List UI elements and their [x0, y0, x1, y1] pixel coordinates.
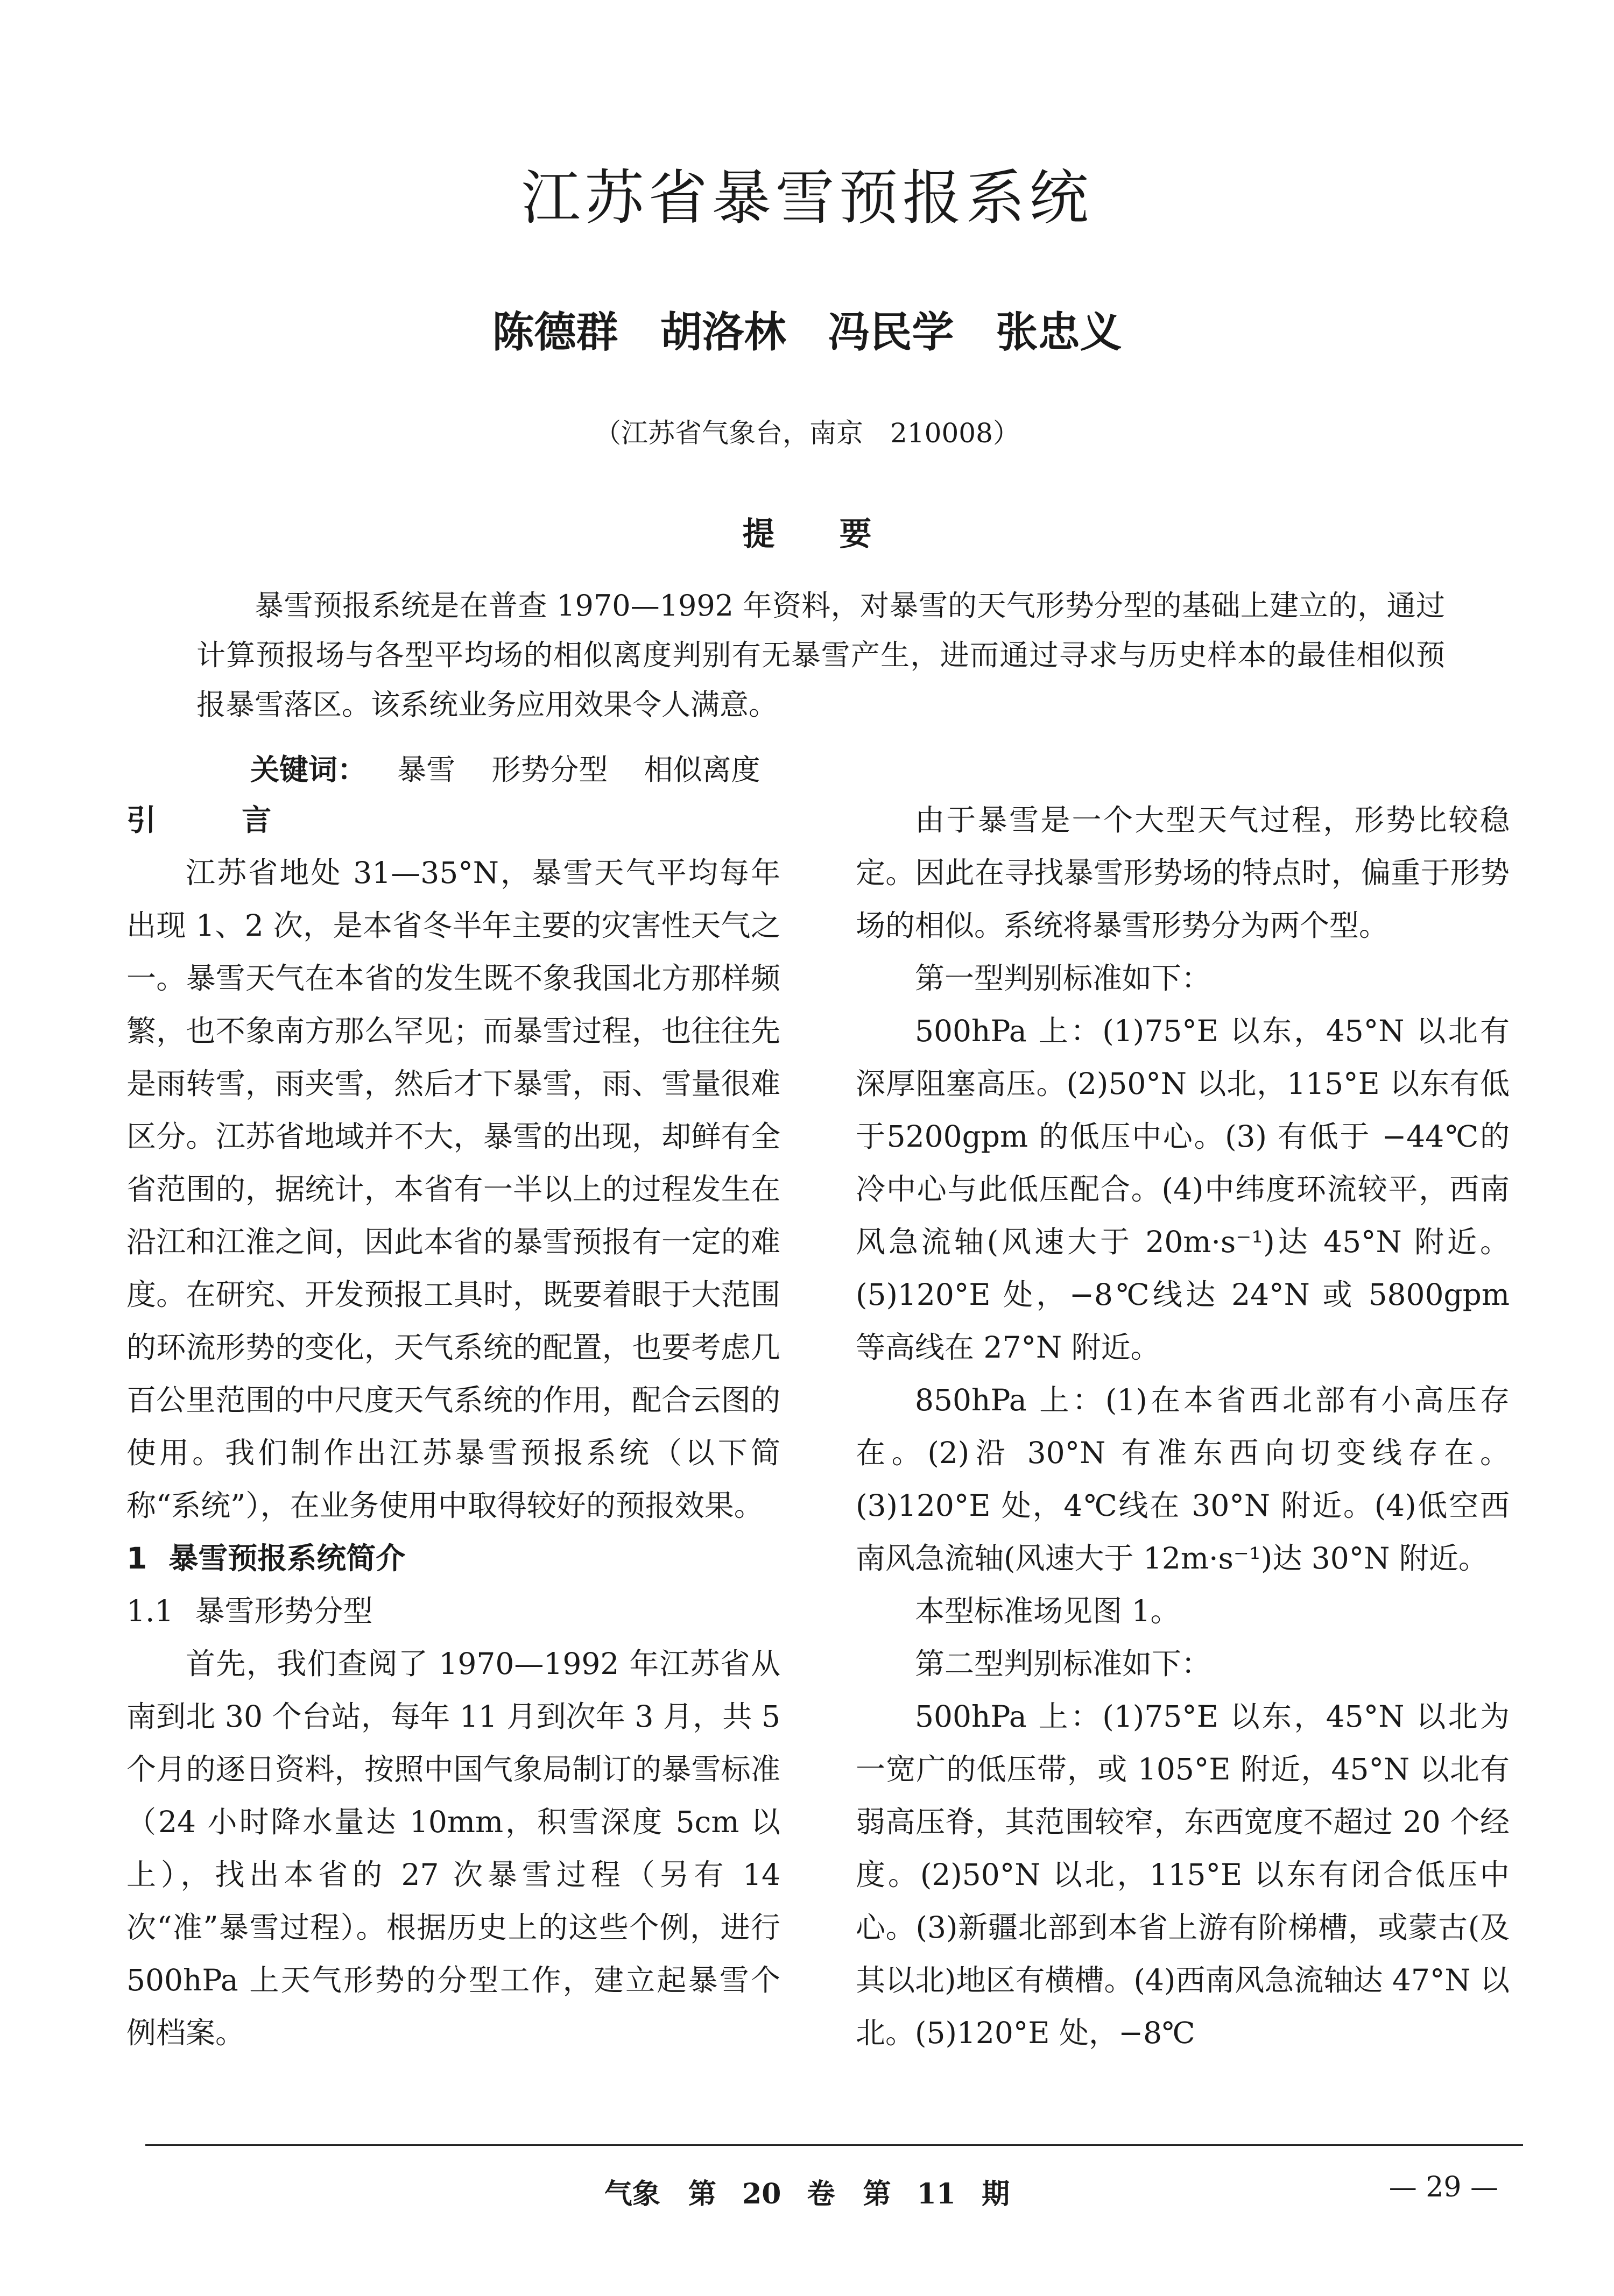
paragraph: 850hPa 上：(1)在本省西北部有小高压存在。(2)沿 30°N 有准东西向切变线存在。(3)120°E 处，4℃线在 30°N 附近。(4)低空西南风急流轴(风速大于 12m·s⁻¹)达 30°N 附近。 — [856, 1383, 1510, 1576]
keyword: 暴雪 — [397, 753, 456, 787]
paragraph: 本型标准场见图 1。 — [915, 1594, 1180, 1628]
abstract-text: 暴雪预报系统是在普查 1970—1992 年资料，对暴雪的天气形势分型的基础上建立的，通过计算预报场与各型平均场的相似离度判别有无暴雪产生，进而通过寻求与历史样本的最佳相似预报暴雪落区。该系统业务应用效果令人满意。 — [196, 589, 1445, 722]
keyword: 形势分型 — [491, 753, 608, 787]
intro-paragraph: 江苏省地处 31—35°N，暴雪天气平均每年出现 1、2 次，是本省冬半年主要的灾害性天气之一。暴雪天气在本省的发生既不象我国北方那样频繁，也不象南方那么罕见；而暴雪过程，也往往先是雨转雪，雨夹雪，然后才下暴雪，雨、雪量很难区分。江苏省地域并不大，暴雪的出现，却鲜有全省范围的，据统计，本省有一半以上的过程发生在沿江和江淮之间，因此本省的暴雪预报有一定的难度。在研究、开发预报工具时，既要着眼于大范围的环流形势的变化，天气系统的配置，也要考虑几百公里范围的中尺度天气系统的作用，配合云图的使用。我们制作出江苏暴雪预报系统（以下简称“系统”），在业务使用中取得较好的预报效果。 — [126, 856, 780, 1523]
paper-title: 江苏省暴雪预报系统 — [521, 164, 1093, 232]
author-list: 陈德群 胡洛林 冯民学 张忠义 — [492, 308, 1122, 357]
section-title: 暴雪预报系统简介 — [168, 1541, 406, 1576]
section-number: 1.1 — [126, 1594, 174, 1628]
journal-footer: 气象 第 20 卷 第 11 期 — [604, 2178, 1010, 2210]
keyword: 相似离度 — [644, 753, 760, 787]
page-number: — 29 — — [1389, 2171, 1498, 2203]
keywords-line — [250, 745, 1434, 795]
paragraph: 500hPa 上：(1)75°E 以东，45°N 以北为一宽广的低压带，或 105°E 附近，45°N 以北有弱高压脊，其范围较窄，东西宽度不超过 20 个经度。(2)50°N 以北，115°E 以东有闭合低压中心。(3)新疆北部到本省上游有阶梯槽，或蒙古(及其以北)地区有横槽。(4)西南风急流轴达 47°N 以北。(5)120°E 处，−8℃ — [856, 1699, 1510, 2050]
left-column — [126, 794, 780, 2059]
section-1-1-heading — [126, 1585, 780, 1637]
paragraph: 由于暴雪是一个大型天气过程，形势比较稳定。因此在寻找暴雪形势场的特点时，偏重于形势场的相似。系统将暴雪形势分为两个型。 — [856, 803, 1510, 943]
right-column — [856, 794, 1510, 2059]
intro-heading: 引 言 — [126, 803, 309, 837]
section-title: 暴雪形势分型 — [195, 1594, 373, 1628]
paragraph: 第一型判别标准如下： — [915, 961, 1211, 995]
section-number: 1 — [126, 1541, 147, 1576]
abstract-heading: 提要 — [742, 515, 936, 553]
keywords-label: 关键词： — [250, 753, 367, 787]
section-1-1-paragraph: 首先，我们查阅了 1970—1992 年江苏省从南到北 30 个台站，每年 11 月到次年 3 月，共 5 个月的逐日资料，按照中国气象局制订的暴雪标准（24 小时降水量达 10mm，积雪深度 5cm 以上），找出本省的 27 次暴雪过程（另有 14 次“准”暴雪过程）。根据历史上的这些个例，进行 500hPa 上天气形势的分型工作，建立起暴雪个例档案。 — [126, 1647, 780, 2050]
affiliation: （江苏省气象台，南京 210008） — [594, 418, 1020, 449]
paragraph: 第二型判别标准如下： — [915, 1647, 1211, 1681]
footer-rule — [145, 2144, 1523, 2146]
paragraph: 500hPa 上：(1)75°E 以东，45°N 以北有深厚阻塞高压。(2)50°N 以北，115°E 以东有低于5200gpm 的低压中心。(3) 有低于 −44℃的冷中心与此低压配合。(4)中纬度环流较平，西南风急流轴(风速大于 20m·s⁻¹)达 45°N 附近。(5)120°E 处，−8℃线达 24°N 或 5800gpm 等高线在 27°N 附近。 — [856, 1014, 1510, 1365]
section-1-heading — [126, 1532, 780, 1585]
